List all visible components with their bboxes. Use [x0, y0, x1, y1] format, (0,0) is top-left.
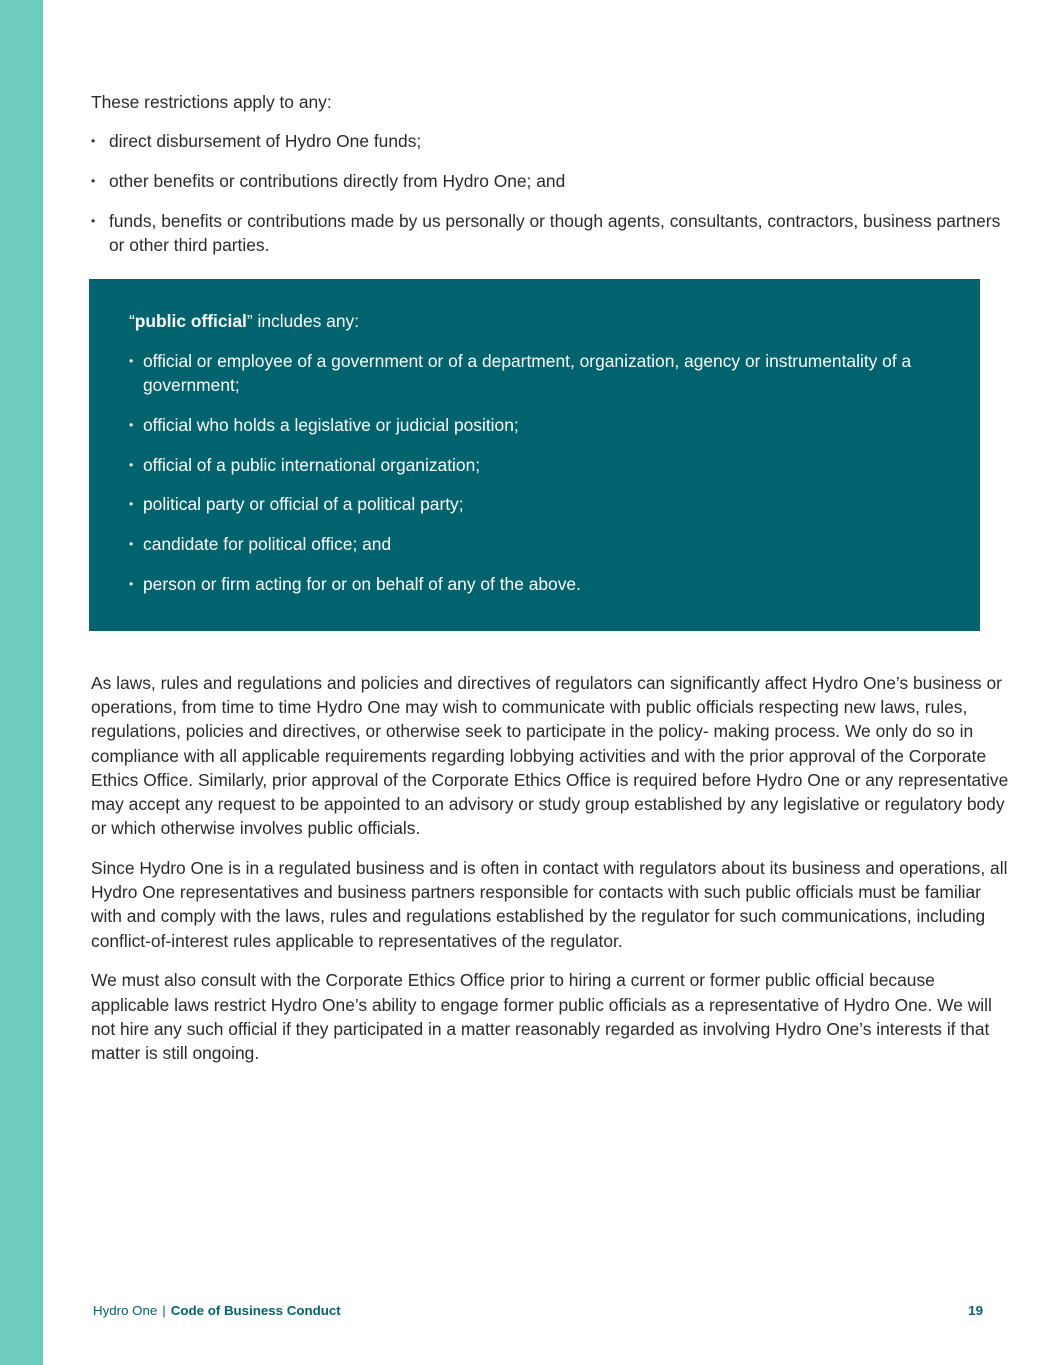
definition-item-2: • official who holds a legislative or judicial position; [129, 413, 940, 437]
definition-list [129, 349, 940, 596]
footer-separator: | [162, 1303, 166, 1318]
page-footer [93, 1303, 983, 1318]
restriction-item-3: • funds, benefits or contributions made by us personally or though agents, consultants, contractors, business partners or other third parties. [91, 209, 1011, 257]
restrictions-list [91, 129, 1011, 257]
definition-item-6: • person or firm acting for or on behalf of any of the above. [129, 572, 940, 596]
definition-item-3: • official of a public international organization; [129, 453, 940, 477]
definition-item-5: • candidate for political office; and [129, 532, 940, 556]
definition-item-1: • official or employee of a government or of a department, organization, agency or instrumentality of a government; [129, 349, 940, 397]
definition-lead-rest: ” includes any: [246, 311, 360, 331]
restrictions-section [91, 90, 1011, 273]
public-official-definition-box [89, 279, 980, 631]
paragraph-hiring: We must also consult with the Corporate Ethics Office prior to hiring a current or former public official because applicable laws restrict Hydro One’s ability to engage former public officials as a representative of Hydro One. We will not hire any such official if they participated in a matter reasonably regarded as involving Hydro One’s interests if that matter is still ongoing. [91, 970, 992, 1064]
restriction-item-1: • direct disbursement of Hydro One funds; [91, 129, 1011, 153]
footer-brand: Hydro One [93, 1303, 158, 1318]
paragraph-lobbying: As laws, rules and regulations and policies and directives of regulators can significantly affect Hydro One’s business or operations, from time to time Hydro One may wish to communicate with public officials respecting new laws, rules, regulations, policies and directives, or otherwise seek to participate in the policy- making process. We only do so in compliance with all applicable requirements regarding lobbying activities and with the prior approval of the Corporate Ethics Office. Similarly, prior approval of the Corporate Ethics Office is required before Hydro One or any representative may accept any request to be appointed to an advisory or study group established by any legislative or regulatory body or which otherwise involves public officials. [91, 673, 1009, 839]
paragraph-regulators: Since Hydro One is in a regulated business and is often in contact with regulators about its business and operations, all Hydro One representatives and business partners responsible for contacts with such public officials must be familiar with and comply with the laws, rules and regulations established by the regulator for such communications, including conflict-of-interest rules applicable to representatives of the regulator. [91, 858, 1008, 951]
definition-term: public official [134, 311, 247, 331]
restrictions-intro: These restrictions apply to any: [91, 92, 332, 112]
definition-quote-open: “ [129, 311, 135, 331]
restriction-item-2: • other benefits or contributions directly from Hydro One; and [91, 169, 1011, 193]
page-number: 19 [968, 1303, 983, 1318]
side-color-band [0, 0, 43, 1365]
definition-lead [129, 309, 940, 333]
definition-item-4: • political party or official of a political party; [129, 492, 940, 516]
body-paragraphs [91, 671, 1011, 1081]
footer-document-title: Code of Business Conduct [170, 1303, 341, 1318]
